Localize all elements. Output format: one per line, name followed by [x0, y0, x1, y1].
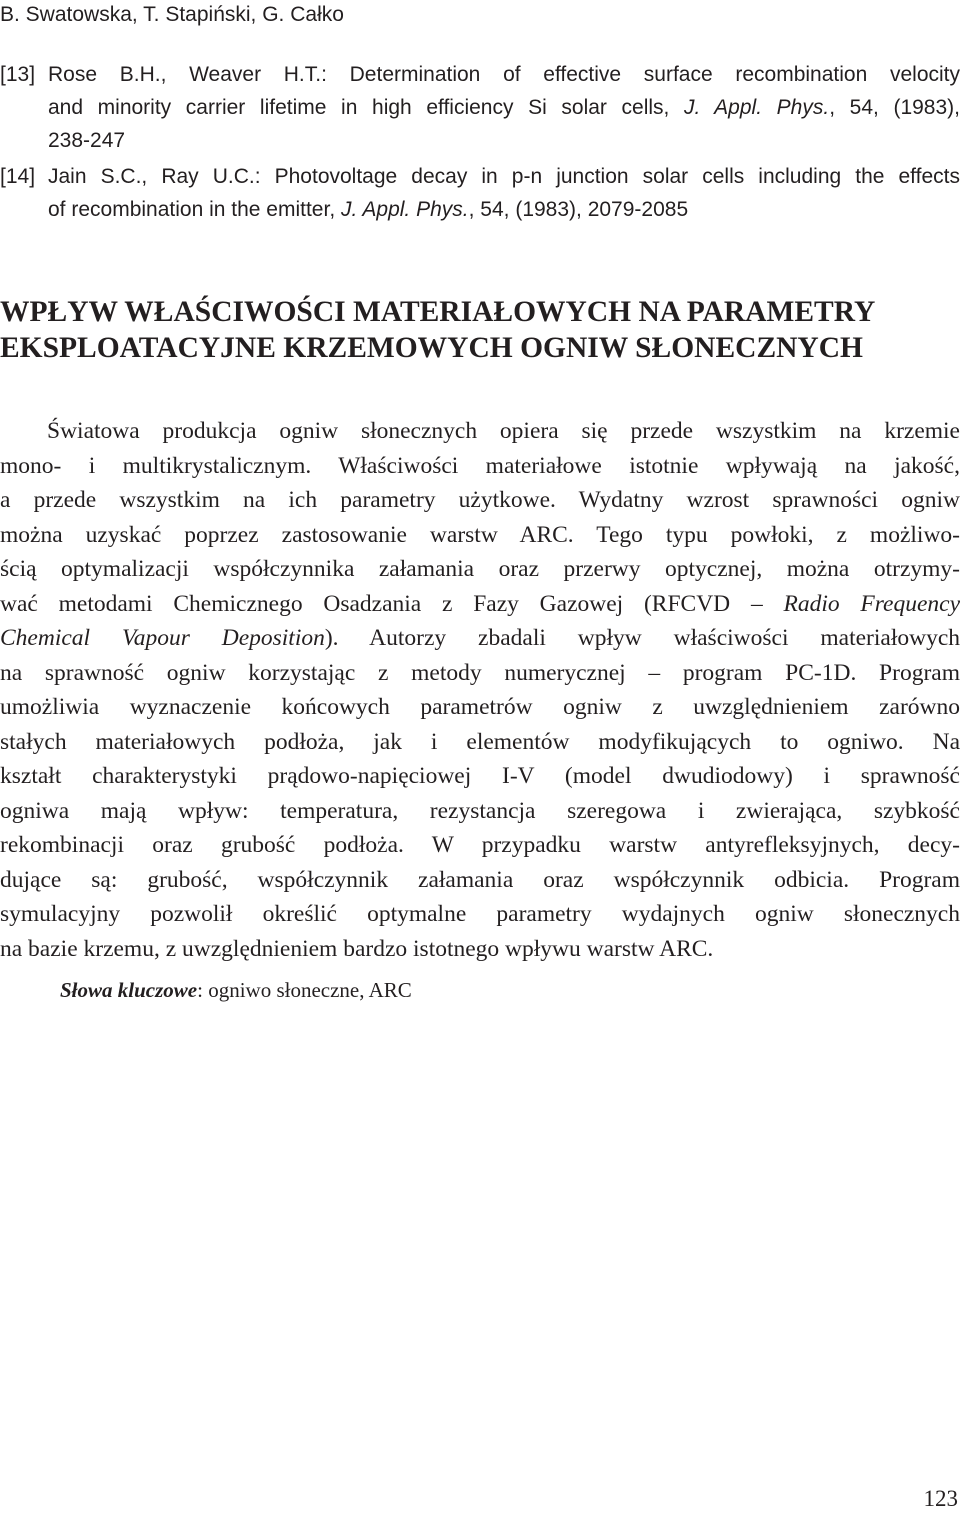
abstract-text: ). Autorzy zbadali wpływ właściwości materiałowych: [324, 625, 960, 651]
abstract-line: ogniwa mają wpływ: temperatura, rezystancja szeregowa i zwierająca, szybkość: [0, 797, 960, 824]
abstract-line: ścią optymalizacji współczynnika załamania oraz przerwy optycznej, można otrzymy-: [0, 556, 960, 582]
reference-line: [48, 160, 960, 193]
abstract-line: symulacyjny pozwolił określić optymalne parametry wydajnych ogniw słonecznych: [0, 901, 960, 927]
keywords-text: ogniwo słoneczne, ARC: [208, 978, 412, 1002]
reference-text: and minority carrier lifetime in high efficiency Si solar cells,: [48, 96, 684, 119]
reference-text: , 54, (1983), 2079-2085: [468, 198, 689, 221]
abstract: [0, 414, 960, 966]
reference-body: [48, 58, 960, 157]
reference-line: [48, 124, 960, 157]
reference-13: [0, 58, 960, 157]
journal-name: J. Appl. Phys.: [341, 198, 469, 221]
abstract-line: a przede wszystkim na ich parametry użytkowe. Wydatny wzrost sprawności ogniw: [0, 487, 960, 513]
reference-body: [48, 160, 960, 226]
abstract-line: można uzyskać poprzez zastosowanie warstw ARC. Tego typu powłoki, z możliwo-: [0, 521, 960, 548]
abstract-line: [0, 621, 960, 656]
abstract-line: stałych materiałowych podłoża, jak i elementów modyfikujących to ogniwo. Na: [0, 728, 960, 755]
page-number: 123: [923, 1486, 958, 1511]
title-line: WPŁYW WŁAŚCIWOŚCI MATERIAŁOWYCH NA PARAMETRY: [0, 296, 876, 328]
title-line: EKSPLOATACYJNE KRZEMOWYCH OGNIW SŁONECZNYCH: [0, 332, 863, 364]
abstract-line: umożliwia wyznaczenie końcowych parametrów ogniw z uwzględnieniem zarówno: [0, 694, 960, 720]
abstract-line: kształt charakterystyki prądowo-napięciowej I-V (model dwudiodowy) i sprawność: [0, 763, 960, 789]
keywords-label: Słowa kluczowe: [60, 978, 198, 1002]
reference-line: [48, 193, 960, 226]
keywords-separator: :: [197, 978, 209, 1002]
running-header: B. Swatowska, T. Stapiński, G. Całko: [0, 3, 344, 26]
abstract-italic-term: Radio Frequency: [783, 590, 960, 617]
journal-name: J. Appl. Phys.: [684, 96, 830, 119]
abstract-line: na bazie krzemu, z uwzględnieniem bardzo istotnego wpływu warstw ARC.: [0, 935, 714, 962]
reference-text: Rose B.H., Weaver H.T.: Determination of effective surface recombination velocity: [48, 63, 960, 86]
reference-text: of recombination in the emitter,: [48, 198, 341, 221]
abstract-text: wać metodami Chemicznego Osadzania z Fazy Gazowej (RFCVD –: [0, 590, 784, 617]
reference-text: 238-247: [48, 129, 126, 152]
reference-number: [13]: [0, 63, 36, 86]
reference-text: , 54, (1983),: [829, 96, 960, 119]
reference-line: [48, 58, 960, 91]
article-title: [0, 294, 960, 366]
reference-text: Jain S.C., Ray U.C.: Photovoltage decay in p-n junction solar cells including the effects: [48, 165, 960, 188]
reference-line: [48, 91, 960, 124]
reference-14: [0, 160, 960, 226]
reference-number: [14]: [0, 165, 36, 188]
abstract-line: dujące są: grubość, współczynnik załamania oraz współczynnik odbicia. Program: [0, 866, 960, 893]
abstract-line: [0, 587, 960, 622]
abstract-line: na sprawność ogniw korzystając z metody numerycznej – program PC-1D. Program: [0, 659, 960, 686]
abstract-line: Światowa produkcja ogniw słonecznych opiera się przede wszystkim na krzemie: [47, 418, 960, 444]
abstract-italic-term: Chemical Vapour Deposition: [0, 625, 325, 651]
keywords: [60, 975, 412, 1005]
abstract-line: rekombinacji oraz grubość podłoża. W przypadku warstw antyrefleksyjnych, decy-: [0, 832, 960, 858]
abstract-line: mono- i multikrystalicznym. Właściwości materiałowe istotnie wpływają na jakość,: [0, 452, 960, 479]
